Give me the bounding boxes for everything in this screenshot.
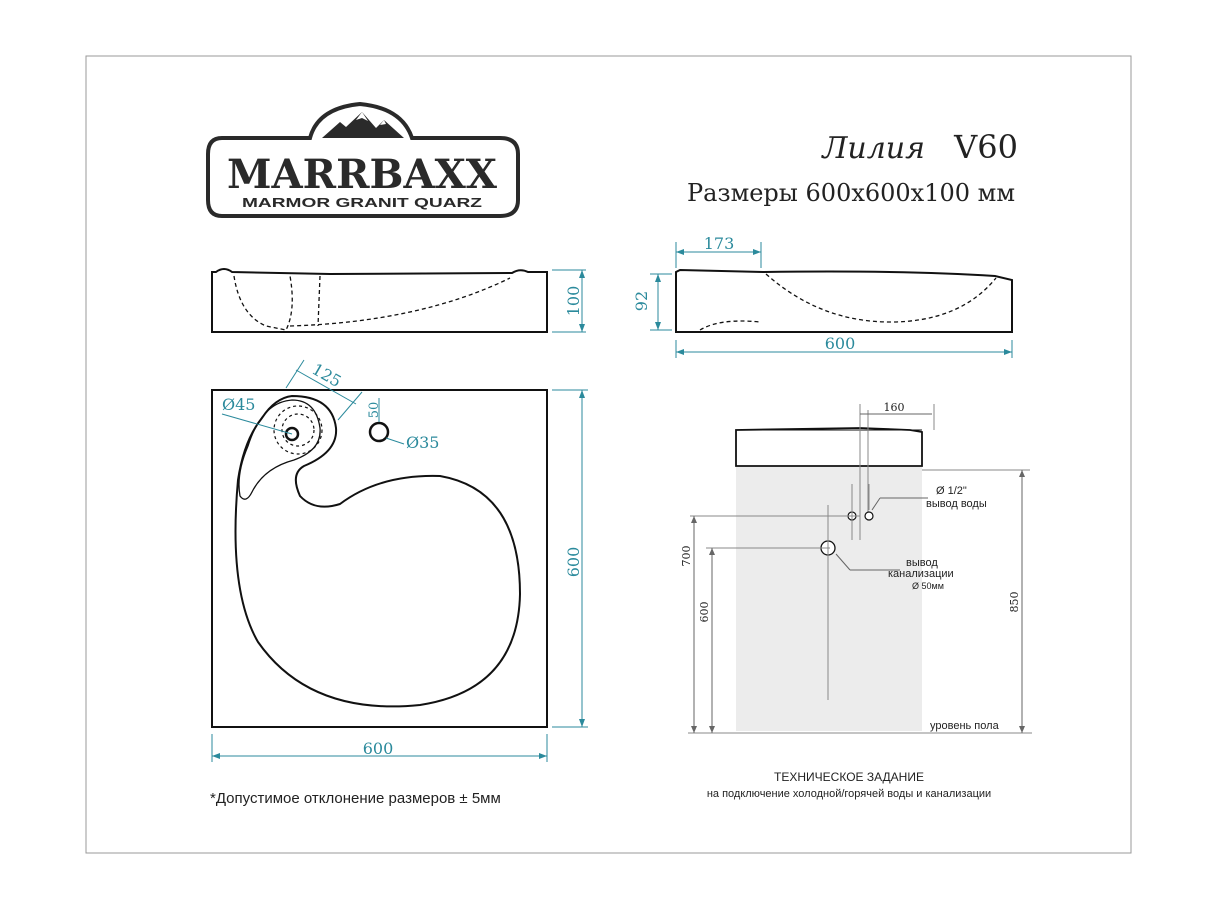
logo-brand: MARRBAXX bbox=[227, 151, 497, 198]
tap-hole-icon bbox=[370, 423, 388, 441]
pipe-spacing-label: 160 bbox=[883, 401, 905, 414]
footnote: *Допустимое отклонение размеров ± 5мм bbox=[210, 790, 501, 807]
drain-label-2: канализации bbox=[888, 568, 954, 580]
side-view bbox=[632, 234, 1012, 358]
tap-offset-label: 50 bbox=[367, 401, 382, 419]
cold-water-pipe-icon bbox=[865, 512, 873, 520]
cabinet-area bbox=[736, 466, 922, 731]
tech-title: ТЕХНИЧЕСКОЕ ЗАДАНИЕ bbox=[774, 770, 924, 784]
side-height-label: 92 bbox=[632, 290, 651, 312]
logo-tagline: MARMOR GRANIT QUARZ bbox=[242, 195, 483, 210]
top-width-label: 600 bbox=[362, 739, 394, 758]
water-pipe-size: Ø 1/2" bbox=[936, 485, 967, 497]
side-width-label: 600 bbox=[824, 334, 856, 353]
product-name: Лилия bbox=[822, 131, 925, 166]
tap-diameter-label: Ø35 bbox=[406, 433, 440, 452]
top-view bbox=[212, 359, 588, 762]
height-600-label: 600 bbox=[698, 601, 711, 623]
top-height-label: 600 bbox=[564, 546, 583, 578]
product-model: V60 bbox=[954, 128, 1018, 166]
tech-subtitle: на подключение холодной/горячей воды и канализации bbox=[706, 788, 992, 800]
drain-label-3: Ø 50мм bbox=[912, 581, 944, 591]
floor-level-label: уровень пола bbox=[930, 720, 999, 732]
height-850-label: 850 bbox=[1008, 591, 1021, 613]
product-size: Размеры 600х600х100 мм bbox=[687, 179, 1015, 207]
brand-logo bbox=[208, 104, 518, 216]
drain-diameter-label: Ø45 bbox=[222, 395, 256, 414]
side-offset-label: 173 bbox=[703, 234, 735, 253]
bowl-distance-label: 125 bbox=[308, 359, 345, 392]
drain-label-1: вывод bbox=[906, 557, 938, 569]
water-pipe-label: вывод воды bbox=[926, 498, 987, 510]
height-700-label: 700 bbox=[680, 545, 693, 567]
front-view bbox=[212, 269, 586, 332]
connection-diagram bbox=[680, 401, 1032, 800]
front-height-label: 100 bbox=[564, 285, 583, 317]
sink-silhouette bbox=[736, 428, 922, 466]
